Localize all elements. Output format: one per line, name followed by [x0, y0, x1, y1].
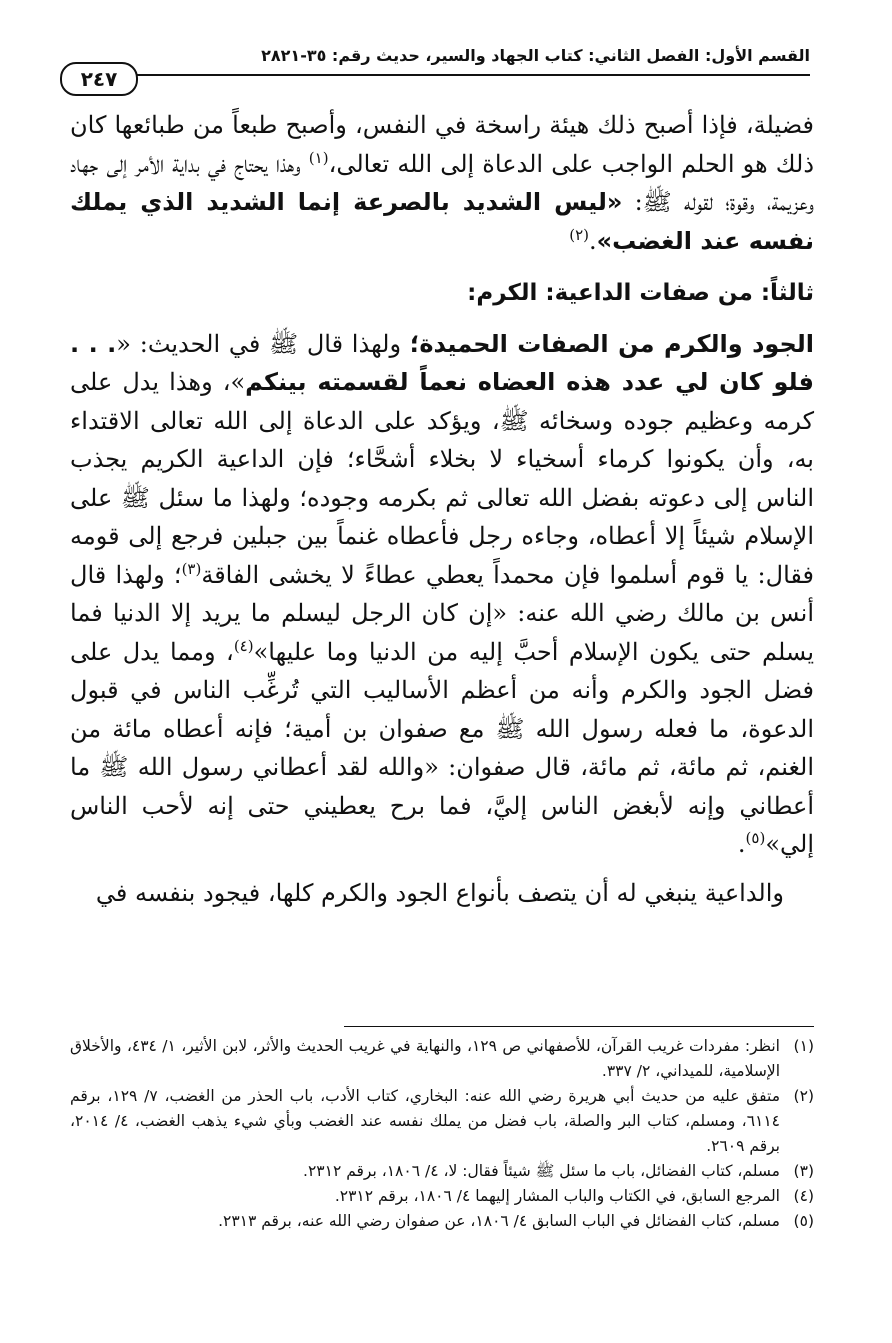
footnote-rule	[344, 1026, 814, 1027]
footnote-text: متفق عليه من حديث أبي هريرة رضي الله عنه: البخاري، كتاب الأدب، باب الحذر من الغضب، ٧/ ١٢٩، برقم ٦١١٤، ومسلم، كتاب البر والصلة، باب فضل من يملك نفسه عند الغضب وبأي شيء يذهب الغضب، ٤/ ٢٠١٤، برقم ٢٦٠٩.	[70, 1087, 780, 1155]
hadith-quote-2: . . . فلو كان لي عدد هذه العضاه نعماً لقسمته بينكم	[70, 329, 814, 396]
p1-text-b: وهذا يحتاج في بداية الأمر إلى جهاد وعزيمة، وقوة؛ لقوله ﷺ:	[70, 149, 814, 216]
footnote-number: (٣)	[793, 1162, 814, 1180]
footnote-ref-1[interactable]: (١)	[308, 148, 329, 167]
footnote-1	[70, 1034, 814, 1084]
footnote-number: (٢)	[793, 1087, 814, 1105]
footnote-3	[70, 1159, 814, 1184]
p2-bold-lead: الجود والكرم من الصفات الحميدة؛	[409, 329, 814, 358]
footnotes	[70, 1034, 814, 1234]
paragraph-3: والداعية ينبغي له أن يتصف بأنواع الجود والكرم كلها، فيجود بنفسه في	[95, 878, 784, 907]
footnote-ref-4[interactable]: (٤)	[233, 636, 254, 655]
footnote-ref-2[interactable]: (٢)	[569, 225, 589, 244]
paragraph-1	[70, 106, 814, 260]
footnote-ref-3[interactable]: (٣)	[181, 559, 202, 578]
main-text	[70, 106, 814, 912]
hadith-quote-1: «ليس الشديد بالصرعة إنما الشديد الذي يملك نفسه عند الغضب»	[70, 188, 814, 255]
p2-text-a: ولهذا قال ﷺ في الحديث: «	[116, 329, 410, 358]
p1-text: فضيلة، فإذا أصبح ذلك هيئة راسخة في النفس، وأصبح طبعاً من طبائعها كان ذلك هو الحلم الواجب على الدعاة إلى الله تعالى،	[70, 111, 815, 178]
footnote-4	[70, 1184, 814, 1209]
footnote-number: (١)	[793, 1037, 814, 1055]
p2-end: .	[737, 830, 746, 858]
footnote-text: مسلم، كتاب الفضائل، باب ما سئل ﷺ شيئاً فقال: لا، ٤/ ١٨٠٦، برقم ٢٣١٢.	[303, 1162, 780, 1180]
footnote-number: (٤)	[793, 1187, 814, 1205]
footnote-ref-5[interactable]: (٥)	[745, 829, 766, 847]
p1-end: .	[588, 226, 597, 255]
header-rule	[132, 74, 810, 76]
p2-text-c: ؛ ولهذا قال أنس بن مالك رضي الله عنه: «إن كان الرجل ليسلم ما يريد إلا الدنيا فما يسلم حتى يكون الإسلام أحبَّ إليه من الدنيا وما عليها»	[70, 560, 815, 666]
footnote-text: المرجع السابق، في الكتاب والباب المشار إليهما ٤/ ١٨٠٦، برقم ٢٣١٢.	[334, 1187, 780, 1205]
footnote-2	[70, 1084, 814, 1159]
header-title: القسم الأول: الفصل الثاني: كتاب الجهاد والسير، حديث رقم: ٣٥-٢٨٢١	[261, 45, 810, 65]
section-heading: ثالثاً: من صفات الداعية: الكرم:	[467, 280, 814, 306]
p2-text-b: »، وهذا يدل على كرمه وعظيم جوده وسخائه ﷺ، ويؤكد على الدعاة إلى الله تعالى الاقتداء به، وأن يكونوا كرماء أسخياء لا بخلاء أشحَّاء؛ فإن الداعية الكريم يجذب الناس إلى دعوته بفضل الله تعالى ثم بكرمه وجوده؛ ولهذا ما سئل ﷺ على الإسلام شيئاً إلا أعطاه، وجاءه رجل فأعطاه غنماً بين جبلين فرجع إلى قومه فقال: يا قوم أسلموا فإن محمداً يعطي عطاءً لا يخشى الفاقة	[70, 368, 815, 589]
footnote-text: مسلم، كتاب الفضائل في الباب السابق ٤/ ١٨٠٦، عن صفوان رضي الله عنه، برقم ٢٣١٣.	[218, 1212, 780, 1230]
footnote-text: انظر: مفردات غريب القرآن، للأصفهاني ص ١٢٩، والنهاية في غريب الحديث والأثر، لابن الأثير، ١/ ٤٣٤، والأخلاق الإسلامية، للميداني، ٢/ ٣٣٧.	[70, 1037, 780, 1080]
footnote-5	[70, 1209, 814, 1234]
paragraph-2	[70, 325, 814, 864]
footnote-number: (٥)	[793, 1212, 814, 1230]
page-number: ٢٤٧	[60, 62, 138, 96]
running-header	[62, 40, 810, 70]
p2-text-d: ، ومما يدل على فضل الجود والكرم وأنه من أعظم الأساليب التي تُرغِّب الناس في قبول الدعوة، ما فعله رسول الله ﷺ مع صفوان بن أمية؛ فإنه أعطاه مائة من الغنم، ثم مائة، ثم مائة، قال صفوان: «والله لقد أعطاني رسول الله ﷺ ما أعطاني وإنه لأبغض الناس إليَّ، فما برح يعطيني حتى إنه لأحب الناس إلي»	[70, 637, 815, 858]
